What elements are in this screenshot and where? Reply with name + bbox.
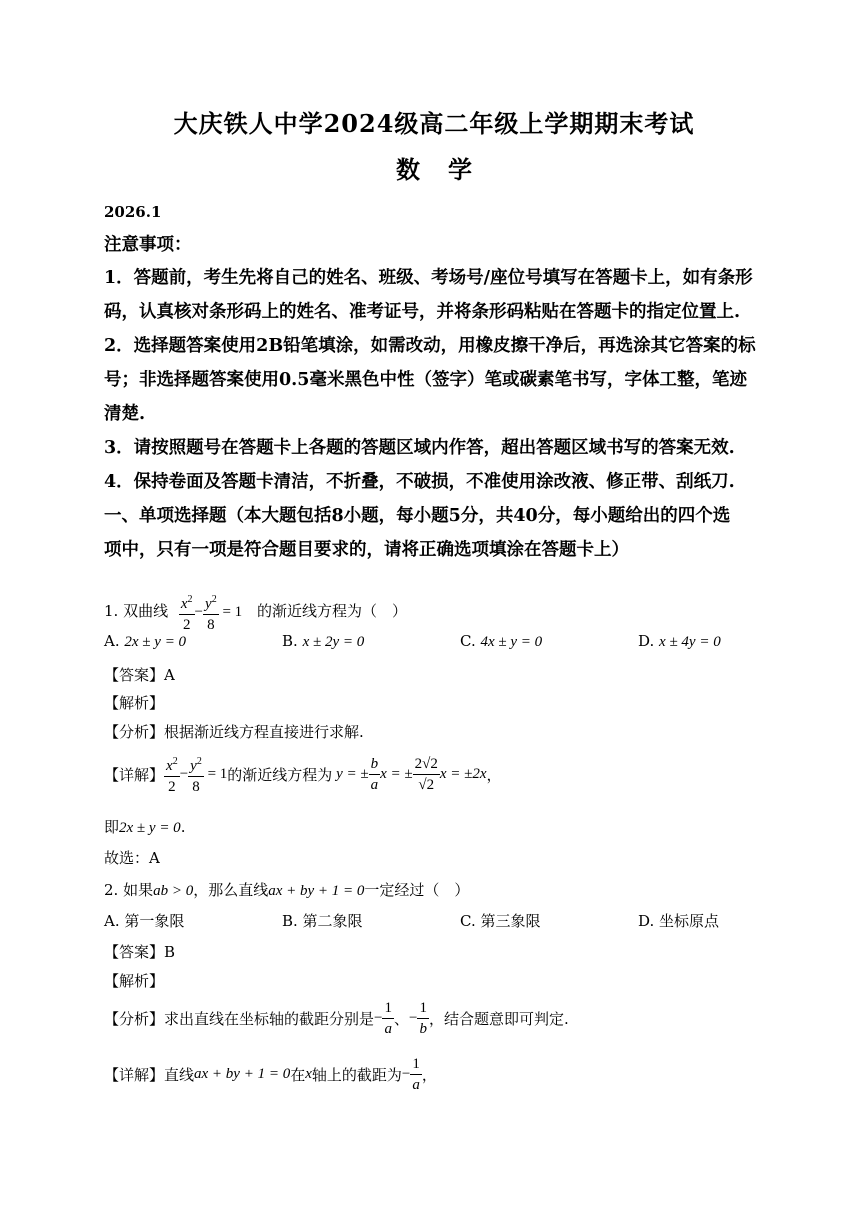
notice-line-2: 码，认真核对条形码上的姓名、准考证号，并将条形码粘贴在答题卡的指定位置上. bbox=[104, 302, 741, 322]
section-heading-line-2: 项中，只有一项是符合题目要求的，请将正确选项填涂在答题卡上） bbox=[104, 540, 629, 560]
q2-jiexi: 【解析】 bbox=[104, 972, 165, 990]
q1-option-d: D. x ± 4y = 0 bbox=[638, 632, 721, 650]
q2-answer: 【答案】B bbox=[104, 943, 176, 961]
notice-line-7: 4．保持卷面及答题卡清洁，不折叠，不破损，不准使用涂改液、修正带、刮纸刀. bbox=[104, 472, 735, 492]
q1-fraction-x2: $\frac{x^2}{2}$ bbox=[179, 590, 195, 635]
notice-line-4: 号；非选择题答案使用0.5毫米黑色中性（签字）笔或碳素笔书写，字体工整，笔迹 bbox=[104, 370, 747, 390]
section-heading-line-1: 一、单项选择题（本大题包括8小题，每小题5分，共40分，每小题给出的四个选 bbox=[104, 506, 731, 526]
q2-option-c: C. 第三象限 bbox=[460, 912, 541, 930]
q2-option-a: A. 第一象限 bbox=[104, 912, 185, 930]
notice-line-5: 清楚. bbox=[104, 404, 146, 424]
q1-stem: 1. 双曲线 $\frac{x^2}{2}$ − $\frac{y^2}{8}$ = 1 的渐近线方程为（ ） bbox=[104, 566, 764, 635]
q2-option-d: D. 坐标原点 bbox=[638, 912, 720, 930]
q2-option-b: B. 第二象限 bbox=[282, 912, 363, 930]
q1-answer: 【答案】A bbox=[104, 666, 175, 684]
q1-fraction-y2: $\frac{y^2}{8}$ bbox=[203, 590, 219, 635]
notice-line-6: 3．请按照题号在答题卡上各题的答题区域内作答，超出答题区域书写的答案无效. bbox=[104, 438, 735, 458]
q1-choice: 故选：A bbox=[104, 849, 160, 867]
q1-conclusion: 即2x ± y = 0. bbox=[104, 818, 186, 836]
q2-detail: 【详解】直线ax + by + 1 = 0在x轴上的截距为− $\frac{1}{a}$ ， bbox=[104, 1056, 437, 1093]
q2-analysis: 【分析】求出直线在坐标轴的截距分别是− $\frac{1}{a}$ 、− $\frac{1}{b}$ ，结合题意即可判定. bbox=[104, 1000, 569, 1037]
notice-line-1: 1．答题前，考生先将自己的姓名、班级、考场号/座位号填写在答题卡上，如有条形 bbox=[104, 268, 753, 288]
q1-option-a: A. 2x ± y = 0 bbox=[104, 632, 187, 650]
subject-title: 数学 bbox=[396, 155, 500, 184]
exam-title: 大庆铁人中学2024级高二年级上学期期末考试 bbox=[173, 109, 695, 138]
notice-heading: 注意事项： bbox=[104, 235, 192, 255]
notice-line-3: 2．选择题答案使用2B铅笔填涂，如需改动，用橡皮擦干净后，再选涂其它答案的标 bbox=[104, 336, 756, 356]
q1-option-c: C. 4x ± y = 0 bbox=[460, 632, 543, 650]
q1-detail: 【详解】 $\frac{x^2}{2}$ − $\frac{y^2}{8}$ = 1的渐近线方程为 y = ± $\frac{b}{a}$ x = ± $\frac{2√2}{√2}$ x = ±2x， bbox=[104, 752, 502, 797]
q2-stem: 2. 如果ab > 0，那么直线ax + by + 1 = 0一定经过（ ） bbox=[104, 881, 470, 899]
exam-date: 2026.1 bbox=[104, 203, 162, 221]
q1-option-b: B. x ± 2y = 0 bbox=[282, 632, 365, 650]
q1-jiexi: 【解析】 bbox=[104, 694, 165, 712]
q1-analysis: 【分析】根据渐近线方程直接进行求解. bbox=[104, 723, 364, 741]
